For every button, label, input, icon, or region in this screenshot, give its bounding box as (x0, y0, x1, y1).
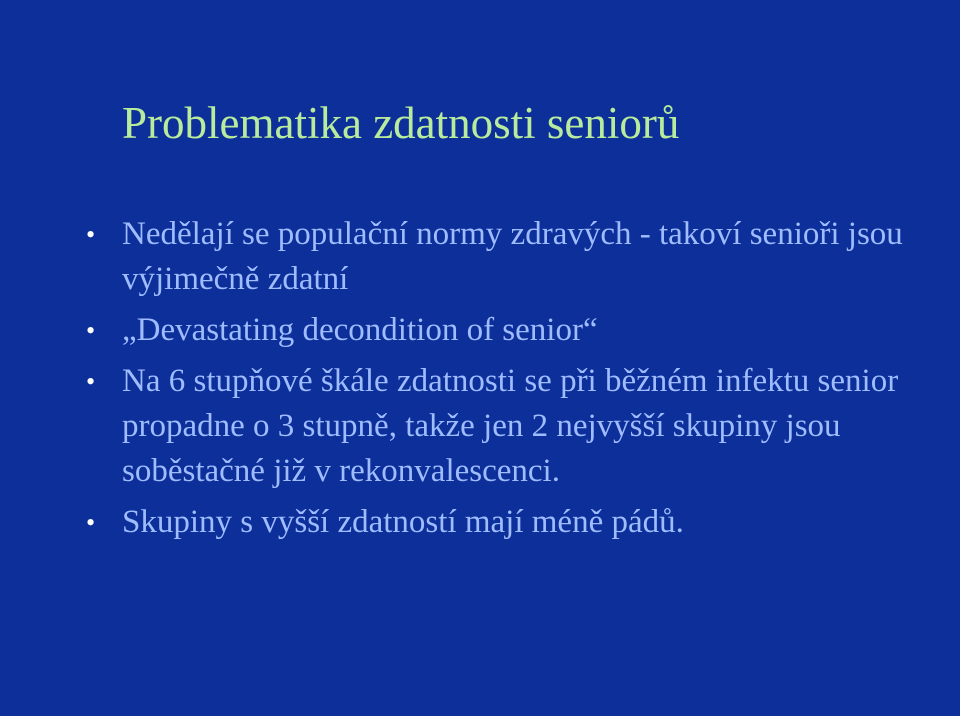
bullet-item (82, 308, 922, 353)
bullet-dot-icon: • (86, 508, 96, 537)
bullet-dot-icon: • (86, 220, 96, 249)
bullet-text: „Devastating decondition of senior“ (122, 312, 598, 348)
bullet-dot-icon: • (86, 316, 96, 345)
bullet-text: Skupiny s vyšší zdatností mají méně pádů. (122, 504, 684, 540)
bullet-item (82, 500, 922, 545)
bullet-item (82, 359, 922, 494)
bullet-list (82, 212, 922, 551)
slide-title: Problematika zdatnosti seniorů (122, 98, 680, 148)
bullet-item (82, 212, 922, 302)
bullet-text: Na 6 stupňové škále zdatnosti se při běžném infektu senior propadne o 3 stupně, takže jen 2 nejvyšší skupiny jsou soběstačné již v rekonvalescenci. (122, 363, 899, 489)
bullet-text: Nedělají se populační normy zdravých - takoví senioři jsou výjimečně zdatní (122, 216, 903, 297)
bullet-dot-icon: • (86, 367, 96, 396)
